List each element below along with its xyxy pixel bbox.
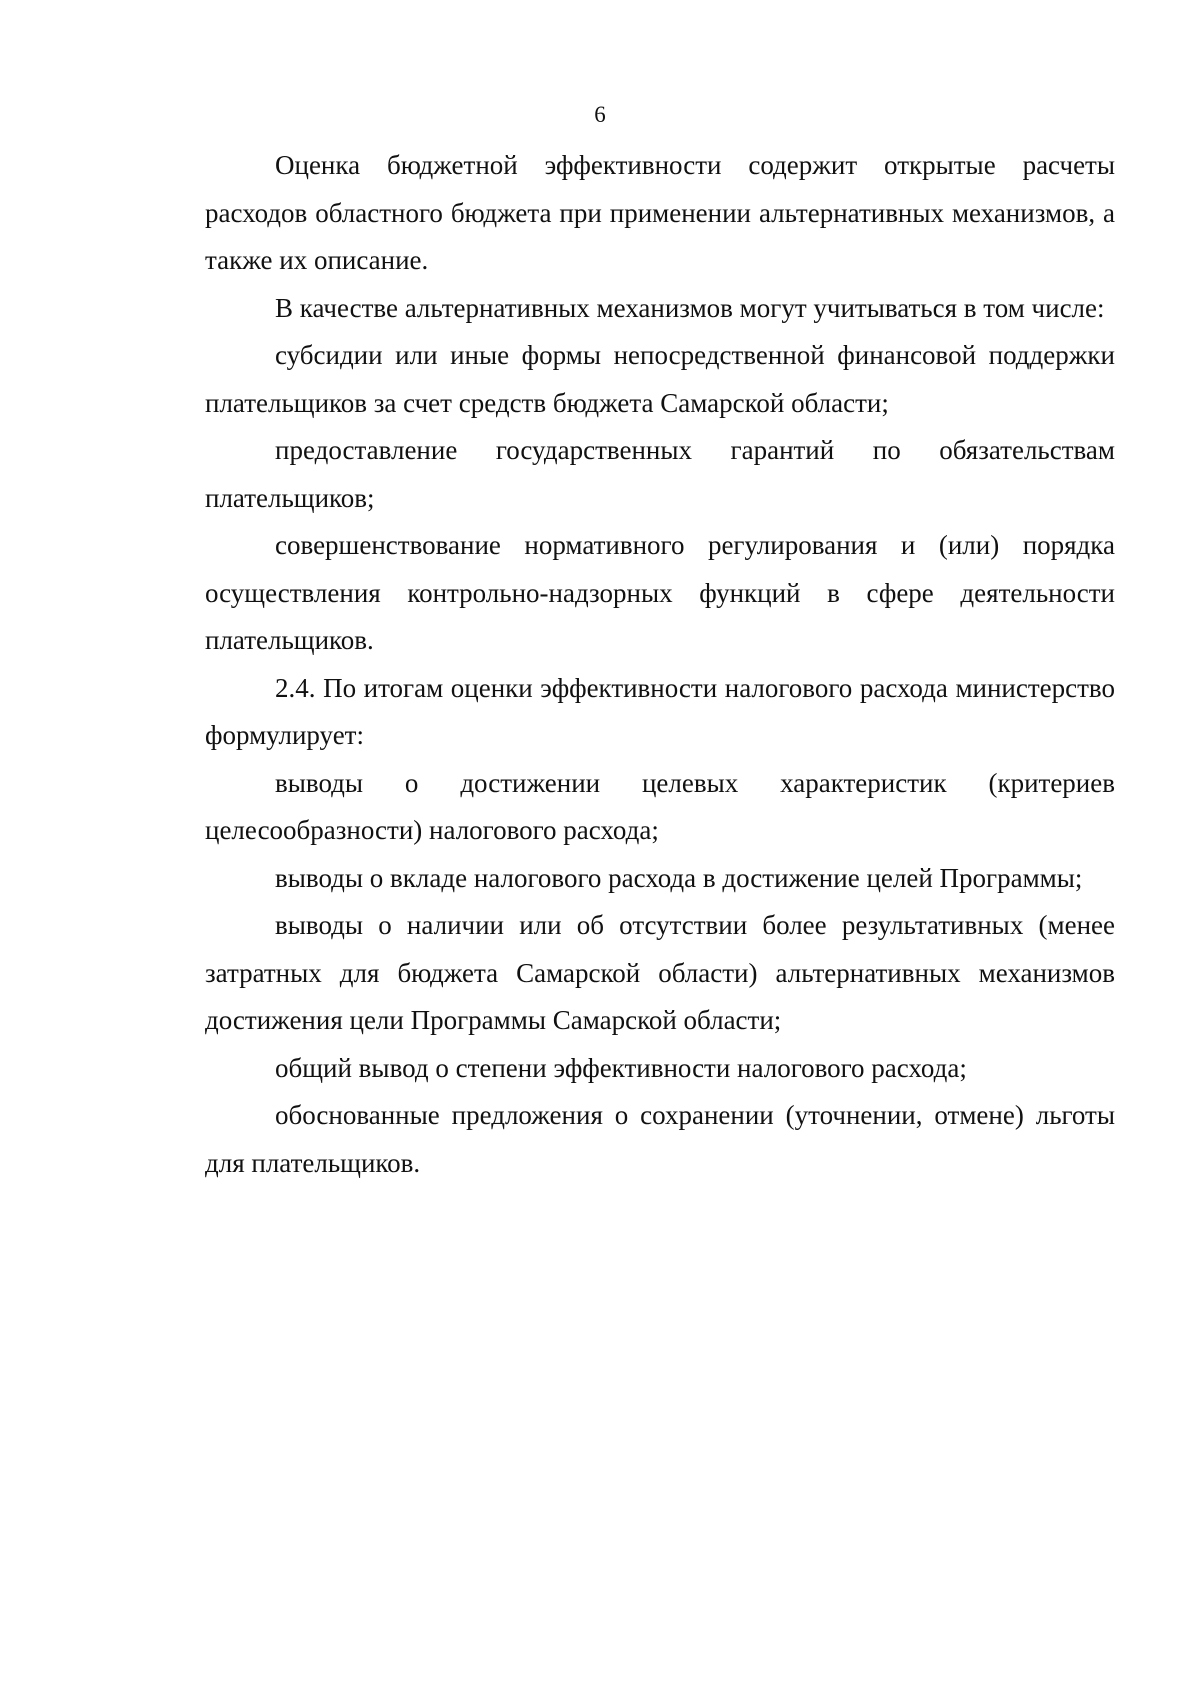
paragraph-subsidies: субсидии или иные формы непосредственной финансовой поддержки плательщиков за счет средств бюджета Самарской области;: [205, 340, 1115, 418]
paragraph-general-conclusion: общий вывод о степени эффективности налогового расхода;: [275, 1052, 967, 1083]
paragraph-state-guarantees: предоставление государственных гарантий по обязательствам плательщиков;: [205, 435, 1115, 513]
page-number: 6: [594, 102, 606, 127]
paragraph-target-characteristics: выводы о достижении целевых характеристик (критериев целесообразности) налогового расхода;: [205, 767, 1115, 845]
paragraph-regulation-improvement: совершенствование нормативного регулирования и (или) порядка осуществления контрольно-надзорных функций в сфере деятельности плательщиков.: [205, 530, 1115, 655]
paragraph-program-contribution: выводы о вкладе налогового расхода в достижение целей Программы;: [275, 862, 1083, 893]
document-body: [205, 142, 1115, 1187]
paragraph-proposals: обоснованные предложения о сохранении (уточнении, отмене) льготы для плательщиков.: [205, 1100, 1115, 1178]
paragraph-budget-efficiency: Оценка бюджетной эффективности содержит открытые расчеты расходов областного бюджета при применении альтернативных механизмов, а также их описание.: [205, 150, 1115, 275]
paragraph-alternative-mechanisms: В качестве альтернативных механизмов могут учитываться в том числе:: [275, 292, 1105, 323]
paragraph-section-2-4: 2.4. По итогам оценки эффективности налогового расхода министерство формулирует:: [205, 672, 1115, 750]
paragraph-alternative-availability: выводы о наличии или об отсутствии более результативных (менее затратных для бюджета Самарской области) альтернативных механизмов достижения цели Программы Самарской области;: [205, 910, 1115, 1035]
